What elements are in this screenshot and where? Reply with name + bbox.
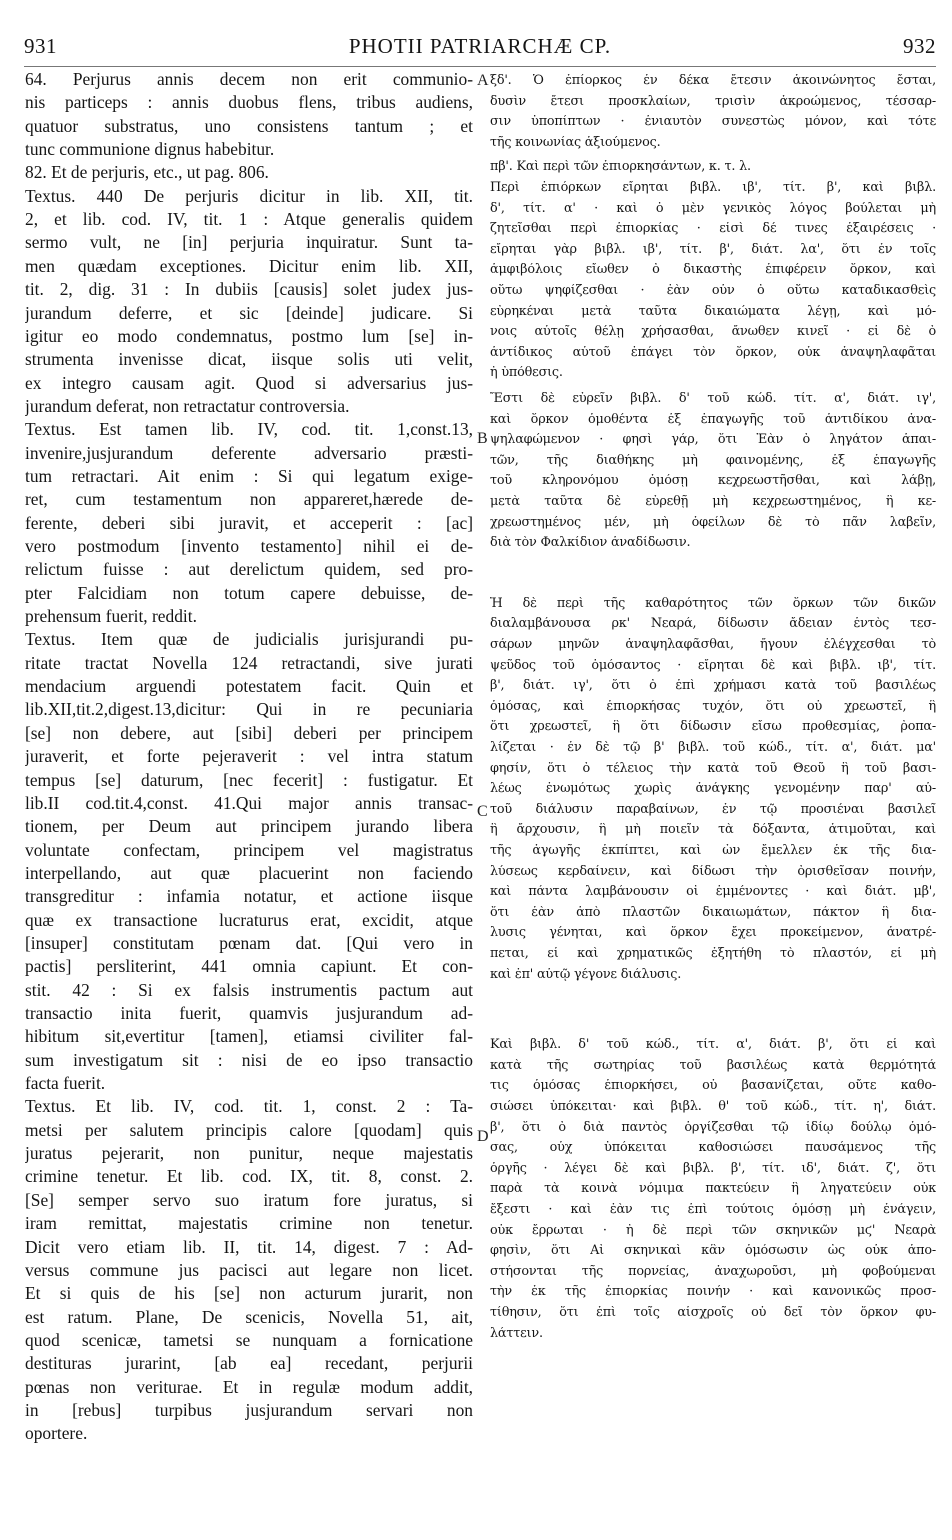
latin-text-line: stit. 42 : Si ex falsis instrumentis pactum aut xyxy=(25,980,473,1000)
latin-text-line: facta fuerit. xyxy=(25,1074,106,1094)
latin-text-line: tit. 2, dig. 31 : In dubiis [causis] solet judex jus- xyxy=(25,280,473,300)
greek-text-line: τις ὀμόσας ἐπιορκήσει, οὐ βασανίζεται, οὔτε καθο- xyxy=(490,1079,936,1094)
greek-text-line: λάττειν. xyxy=(490,1326,543,1341)
latin-text-line: metsi per salutem principis calore [quodam] quis xyxy=(25,1120,473,1140)
greek-text-line: Ἔστι δὲ εὑρεῖν βιβλ. δ' τοῦ κώδ. τίτ. α', διάτ. ιγ', xyxy=(490,392,936,406)
margin-letter-c: C xyxy=(477,803,488,820)
greek-text-line: ζητεῖσθαι περὶ ἐπιορκίας · εἰσὶ δέ τινες ἐξαιρέσεις · xyxy=(490,222,936,237)
latin-text-line: interpellando, aut quæ placuerint non faciendo xyxy=(25,863,473,883)
greek-text-line: πεται, εἰ καὶ χρηματικῶς ἐξητήθη τὸ πλαστόν, εἰ μὴ xyxy=(490,947,936,961)
latin-text-line: ret, cum testamentum non appareret,hærede de- xyxy=(25,490,473,510)
greek-text-line: β', ὅτι ὁ διὰ παντὸς ὀργίζεσθαι τῷ ἰδίῳ δούλῳ ὀμό- xyxy=(490,1120,936,1135)
latin-text-line: ferente, deberi sibi juravit, et acceperit : [ac] xyxy=(25,513,473,533)
greek-text-line: πβ'. Καὶ περὶ τῶν ἐπιορκησάντων, κ. τ. λ. xyxy=(490,160,751,175)
greek-text-line: Περὶ ἐπιόρκων εἴρηται βιβλ. ιβ', τίτ. β', καὶ βιβλ. xyxy=(490,181,936,195)
header-rule xyxy=(24,66,936,67)
margin-letter-d: D xyxy=(477,1128,489,1145)
latin-text-line: sermo vult, ne [in] perjuria inquiratur. Sunt ta- xyxy=(25,233,473,253)
latin-text-line: pactis] persliterint, 441 omnia capiunt. Et con- xyxy=(25,957,473,977)
latin-text-line: Textus. Et lib. IV, cod. tit. 1, const. 2 : Ta- xyxy=(25,1097,473,1117)
latin-text-line: prehensum fuerit, reddit. xyxy=(25,607,197,627)
latin-text-line: ex integro causam agit. Quod si adversarius jus- xyxy=(25,373,473,393)
greek-text-line: εὑρηκέναι μετὰ ταῦτα δικαιώματα λέγῃ, καὶ μό- xyxy=(490,304,936,319)
greek-text-line: στήσονται τῆς πορνείας, ἀναχωροῦσι, μὴ φοβούμεναι xyxy=(490,1264,936,1279)
greek-text-line: τῆς ἀγωγῆς ἐκπίπτει, καὶ ὧν ἔμελλεν ἐκ τῆς δια- xyxy=(490,844,936,858)
latin-text-line: pter Falcidiam non totum capere debuisse, de- xyxy=(25,583,473,603)
latin-text-line: versus commune jus pacisci aut legare non licet. xyxy=(25,1260,473,1280)
latin-text-line: juraverit, et forte pejeraverit : vel intra statum xyxy=(25,747,473,767)
latin-text-line: transgreditur : infamia notatur, et actione iisque xyxy=(25,887,473,907)
greek-text-line: ὀμόσας, καὶ ἐπιορκήσας τυχόν, ὅτι οὐ χρεωστεῖ, ἢ xyxy=(490,699,936,714)
greek-text-line: β', διάτ. ιγ', ὅτι ὁ ἐπὶ χρήμασι κατὰ τοῦ βασιλέως xyxy=(490,679,936,694)
latin-text-line: 2, et lib. cod. IV, tit. 1 : Atque generalis quidem xyxy=(25,210,473,230)
latin-text-line: Textus. Est tamen lib. IV, cod. tit. 1,const.13, xyxy=(25,420,473,440)
greek-text-line: λύσεως κερδαίνειν, καὶ δίδωσι τὴν ὁρισθεῖσαν ποινήν, xyxy=(490,864,936,879)
latin-text-line: quatuor substratus, uno consistens tantum ; et xyxy=(25,116,473,136)
page-number-left: 931 xyxy=(24,34,57,58)
greek-text-line: τῶν, τῆς διαθήκης μὴ φαινομένης, ἐξ ἐπαγωγῆς xyxy=(490,453,936,468)
latin-text-line: jurandum deferre, et sic [deinde] judicare. Si xyxy=(25,303,473,323)
latin-text-line: 64. Perjurus annis decem non erit communio- xyxy=(25,70,473,89)
greek-text-line: ἢ ἄρχουσιν, ἢ μὴ ποιεῖν τὰ δόξαντα, ἀτιμοῦται, καὶ xyxy=(490,823,936,838)
running-title: PHOTII PATRIARCHÆ CP. xyxy=(348,34,612,58)
latin-text-line: igitur eo modo condemnatus, postmo lum [se] in- xyxy=(25,326,473,346)
greek-text-line: σας, οὐχ ὑπόκειται καθοσιώσει παυσάμενος τῆς xyxy=(490,1141,936,1156)
greek-text-line: κατὰ τῆς σωτηρίας τοῦ βασιλέως κατὰ θερμότητά xyxy=(490,1058,936,1073)
greek-text-line: τῆς κοινωνίας ἀξιούμενος. xyxy=(490,135,661,150)
latin-text-line: ritate tractat Novella 124 retractandi, sive jurati xyxy=(25,653,473,673)
greek-text-line: καὶ ὅρκον ὀμοθέντα ἐξ ἐπαγωγῆς τοῦ ἀντιδίκου ἀνα- xyxy=(490,412,936,427)
greek-text-line: φησίν, ὅτι ὁ τέλειος τὴν κατὰ τοῦ Θεοῦ ἢ τοῦ βασι- xyxy=(490,761,936,776)
latin-text-line: lib.XII,tit.2,digest.13,dicitur: Qui in re pecuniaria xyxy=(25,700,473,720)
greek-text-line: λίζεται · ἐν δὲ τῷ β' βιβλ. τοῦ κώδ., τίτ. α', διάτ. μα' xyxy=(490,741,936,755)
greek-text-line: λυσις γένηται, καὶ ὅρκον ἔχει προκείμενον, ἀνατρέ- xyxy=(490,926,936,941)
greek-text-line: ψεῦδος τοῦ ὀμόσαντος · εἴρηται δὲ καὶ βιβλ. ιβ', τίτ. xyxy=(490,658,936,673)
latin-text-line: [Se] semper servo suo iratum fore juratus, si xyxy=(25,1190,473,1210)
latin-text-line: oportere. xyxy=(25,1424,88,1444)
latin-text-line: destituras jurarint, [ab ea] recedant, perjurii xyxy=(25,1354,473,1374)
latin-text-line: men quædam exceptiones. Dicitur enim lib. XII, xyxy=(25,256,473,276)
greek-text-line: ἀμφιβόλοις εἴωθεν ὁ δικαστὴς ἐπιφέρειν ὅρκον, καὶ xyxy=(490,263,936,278)
greek-text-line: λέως ἐνωμότως χωρὶς ἀνάγκης γενομένην παρ' αὐ- xyxy=(490,782,936,797)
greek-text-line: οὕτω ψηφίζεσθαι · ἐὰν οὖν ὁ οὕτω καταδικασθεὶς xyxy=(490,284,936,298)
greek-text-line: σιν ὑποπίπτων · ἐνιαυτὸν συνεστὼς μόνον, καὶ τότε xyxy=(490,115,936,130)
greek-text-line: δ', τίτ. α' · καὶ ὁ μὲν γενικὸς λόγος βούλεται μὴ xyxy=(490,201,936,216)
latin-text-line: est ratum. Plane, De scenicis, Novella 51, ait, xyxy=(25,1307,473,1327)
greek-text-line: καὶ πάντα λαμβάνουσιν οἱ ἐμμένοντες · καὶ διάτ. μβ', xyxy=(490,885,936,900)
latin-text-line: [insuper] constitutam pœnam dat. [Qui vero in xyxy=(25,933,473,953)
greek-text-line: ἡ ὑπόθεσις. xyxy=(490,366,563,381)
latin-text-line: tempus [se] daturum, [nec fecerit] : fustigatur. Et xyxy=(25,770,473,790)
greek-text-line: Ἡ δὲ περὶ τῆς καθαρότητος τῶν ὅρκων τῶν δικῶν xyxy=(490,596,936,611)
greek-text-line: δυσὶν ἔτεσι προσκλαίων, τρισὶν ἀκροώμενος, τέσσαρ- xyxy=(490,94,936,109)
greek-text-line: ὅτι χρεωστεῖ, ἢ ὅτι δίδωσιν εἴσω προθεσμίας, ῥοπα- xyxy=(490,720,936,735)
greek-text-line: χρεωστημένος μέν, μὴ ὀφείλων δὲ τὸ πᾶν λαβεῖν, xyxy=(490,515,936,530)
greek-text-line: τίθησιν, ὅτι ἐπὶ τοῖς αἰσχροῖς οὐ δεῖ τὸν ὅρκον φυ- xyxy=(490,1306,936,1320)
latin-text-line: 82. Et de perjuris, etc., ut pag. 806. xyxy=(25,163,269,183)
latin-text-line: voluntate confectam, principem vel magistratus xyxy=(25,840,473,860)
latin-text-line: tionem, per Deum aut principem jurando libera xyxy=(25,817,473,837)
latin-text-line: Et si quis de his [se] non acturum jurarit, non xyxy=(25,1284,473,1304)
greek-text-line: διαλαμβάνουσα ρκ' Νεαρά, δίδωσιν ἄδειαν ἐντὸς τεσ- xyxy=(490,617,936,632)
greek-text-line: τοῦ διάλυσιν παραβαίνων, ἐν τῷ προσιέναι βασιλεῖ xyxy=(490,802,936,817)
greek-text-line: διὰ τὸν Φαλκίδιον ἀναδίδωσιν. xyxy=(490,536,691,551)
page-number-right: 932 xyxy=(903,34,936,58)
latin-text-line: iram remittat, majestatis crimine non tenetur. xyxy=(25,1214,473,1234)
latin-text-line: in [rebus] turpibus jusjurandum servari non xyxy=(25,1400,473,1420)
latin-text-line: juratus pejerarit, non punitur, neque majestatis xyxy=(25,1144,473,1164)
latin-text-line: Textus. Item quæ de judicialis jurisjurandi pu- xyxy=(25,630,473,650)
latin-text-line: pœnas non veriturae. Et in regulæ modum addit, xyxy=(25,1377,473,1397)
greek-text-line: ὅτι ἐὰν ἀπὸ πλαστῶν δικαιωμάτων, πάκτον ἢ δια- xyxy=(490,905,936,920)
greek-text-line: σάρων μηνῶν ἀναψηλαφᾶσθαι, ἤγουν ἐλέγχεσθαι τὸ xyxy=(490,638,936,652)
latin-text-line: sum investigatum sit : nisi de eo ipso transactio xyxy=(25,1050,473,1070)
greek-text-line: ὀργῆς · λέγει δὲ καὶ βιβλ. β', τίτ. ιδ', διάτ. ζ', ὅτι xyxy=(490,1161,936,1176)
greek-text-line: τοῦ κληρονόμου ὀμόσῃ κεχρεωστῆσθαι, καὶ λάβῃ, xyxy=(490,474,936,489)
greek-text-line: εἴρηται γὰρ βιβλ. ιβ', τίτ. β', διάτ. λα', ὅτι ἐν τοῖς xyxy=(490,242,936,257)
latin-text-line: crimine tenetur. Et lib. cod. IX, tit. 8, const. 2. xyxy=(25,1167,473,1187)
greek-text-line: Καὶ βιβλ. δ' τοῦ κώδ., τίτ. α', διάτ. β', ὅτι εἰ καὶ xyxy=(490,1038,936,1053)
margin-letter-a: A xyxy=(477,72,489,89)
latin-text-line: nis particeps : annis duobus flens, tribus audiens, xyxy=(25,93,473,113)
greek-text-line: νοις αὐτοῖς θέλῃ χρήσασθαι, ἄνωθεν κινεῖ · εἰ δὲ ὁ xyxy=(490,325,936,340)
latin-text-line: tunc communione dignus habebitur. xyxy=(25,140,275,160)
latin-text-line: Textus. 440 De perjuris dicitur in lib. XII, tit. xyxy=(25,186,473,206)
latin-text-line: strumenta invenisse dicat, iisque solis uti velit, xyxy=(25,350,473,370)
latin-text-line: Dicit vero etiam lib. II, tit. 14, digest. 7 : Ad- xyxy=(25,1237,473,1257)
greek-text-line: ἀντίδικος αὐτοῦ ἐπάγει τὸν ὅρκον, οὐκ ἀναψηλαφᾶται xyxy=(490,345,936,360)
greek-text-line: ξδ'. Ὁ ἐπίορκος ἐν δέκα ἔτεσιν ἀκοινώνητος ἔσται, xyxy=(490,74,936,88)
latin-text-line: mendacium arguendi potestatem facit. Quin et xyxy=(25,677,473,697)
greek-text-line: οὐκ ἔρρωται · ἡ δὲ περὶ τῶν σκηνικῶν μϛ' Νεαρὰ xyxy=(490,1223,936,1238)
greek-text-line: τὴν ἐκ τῆς ἐπιορκίας ποινήν · καὶ κανονικῶς προσ- xyxy=(490,1285,936,1300)
latin-text-line: tum retractari. Ait enim : Si qui legatum exige- xyxy=(25,466,473,486)
latin-text-line: jurandum deferat, non retractatur controversia. xyxy=(25,396,350,416)
latin-text-line: transactio inita fuerit, quamvis jusjurandum ad- xyxy=(25,1004,473,1023)
greek-text-line: καὶ ἐπ' αὐτῷ γέγονε διάλυσις. xyxy=(490,967,682,982)
latin-text-line: vero postmodum [invento testamento] nihil ei de- xyxy=(25,537,473,556)
greek-text-line: φησὶν, ὅτι Αἱ σκηνικαὶ κἂν ὀμόσωσιν ὡς οὐκ ἀπο- xyxy=(490,1244,936,1259)
latin-text-line: hibitum sit,evertitur [tamen], etiamsi civiliter fal- xyxy=(25,1027,473,1047)
greek-text-line: ἔξεστι · καὶ ἐὰν τις ἐπὶ τούτοις ὀμόσῃ μὴ ἐνάγειν, xyxy=(490,1203,936,1217)
latin-text-line: [se] non debere, aut [sibi] deberi per principem xyxy=(25,723,473,743)
greek-text-line: ψηλαφώμενον · φησὶ γάρ, ὅτι Ἐὰν ὁ ληγάτον ἀπαι- xyxy=(490,433,936,448)
latin-text-line: relictum fuisse : aut derelictum quidem, sed pro- xyxy=(25,560,473,580)
latin-text-line: quæ ex transactione lucraturus erat, excidit, atque xyxy=(25,910,473,930)
greek-text-line: μετὰ ταῦτα δὲ εὑρεθῇ μὴ κεχρεωστημένος, ἢ κε- xyxy=(490,495,936,509)
latin-text-line: quod scenicæ, tametsi se nunquam a fornicatione xyxy=(25,1330,473,1350)
greek-text-line: παρὰ τὰ κοινὰ νόμιμα πακτεύειν ἢ ληγατεύειν οὐκ xyxy=(490,1182,936,1197)
latin-text-line: lib.II cod.tit.4,const. 41.Qui major annis transac- xyxy=(25,793,473,813)
page-header xyxy=(24,34,936,64)
greek-text-line: σιώσει ὑπόκειται· καὶ βιβλ. θ' τοῦ κώδ., τίτ. η', διάτ. xyxy=(490,1100,936,1114)
margin-letter-b: B xyxy=(477,430,488,447)
latin-text-line: invenire,jusjurandum deferente adversario præsti- xyxy=(25,443,473,463)
